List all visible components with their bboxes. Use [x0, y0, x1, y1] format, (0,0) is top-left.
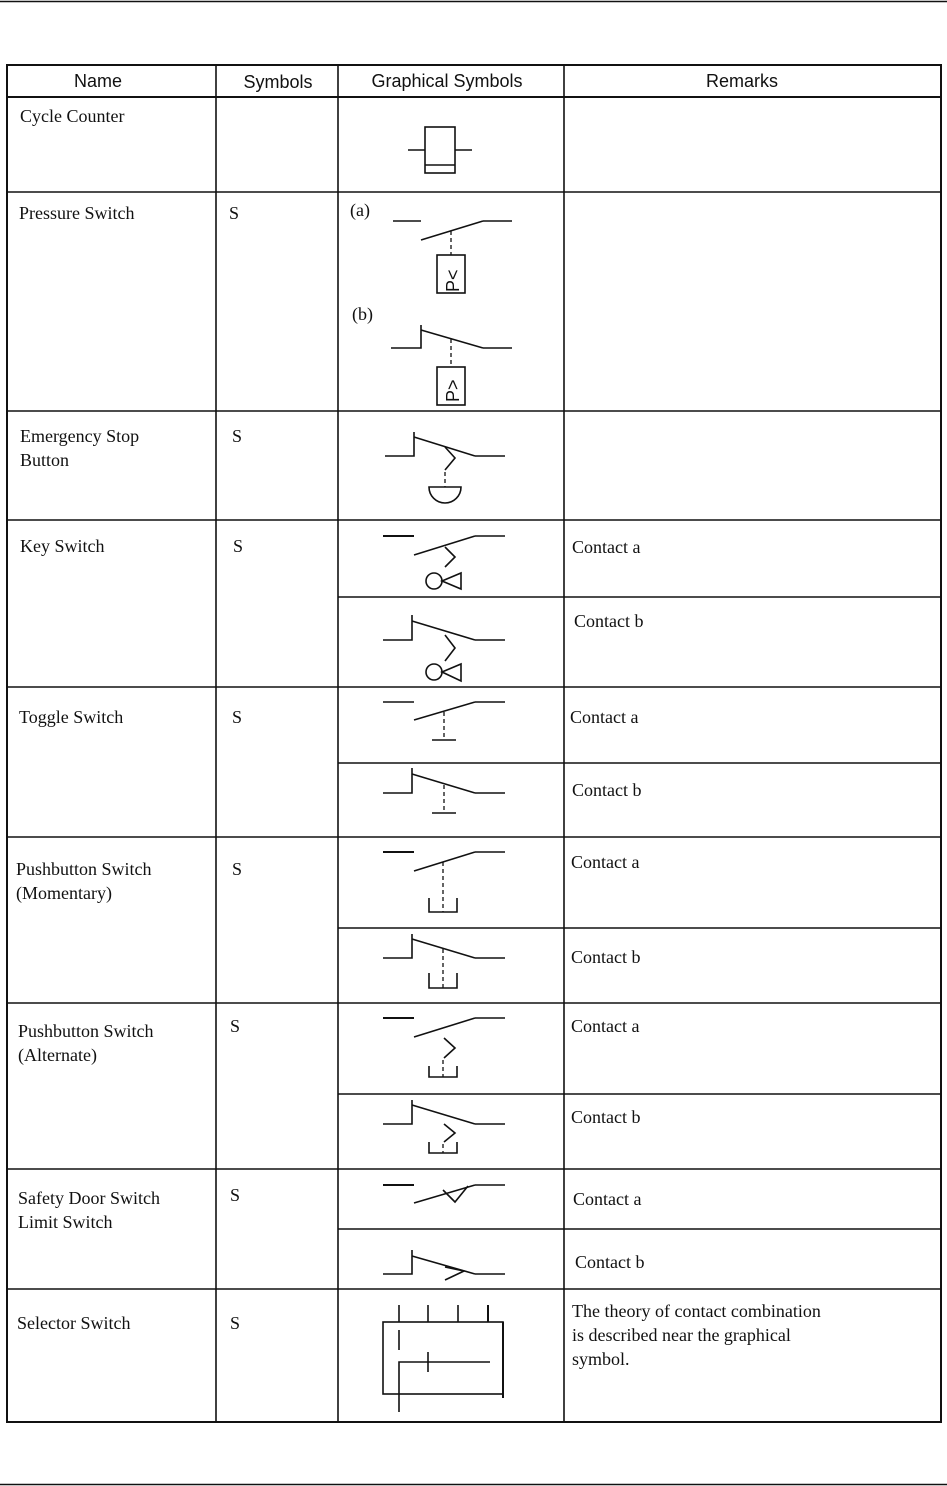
pressure-switch-box-b: P> — [443, 379, 463, 402]
toggle-switch-remark-a: Contact a — [570, 707, 639, 727]
pushbutton-momentary-remark-a: Contact a — [571, 852, 640, 872]
pushbutton-alternate-symbol: S — [230, 1016, 241, 1036]
safety-door-name-line1: Safety Door Switch — [18, 1188, 160, 1208]
toggle-switch-a-symbol — [383, 702, 505, 740]
pushbutton-momentary-name-line2: (Momentary) — [16, 883, 112, 903]
toggle-switch-name: Toggle Switch — [19, 707, 124, 727]
pushbutton-alternate-name-line1: Pushbutton Switch — [18, 1021, 154, 1041]
cycle-counter-symbol — [408, 127, 472, 173]
pushbutton-alternate-name-line2: (Alternate) — [18, 1045, 97, 1065]
emergency-stop-name-line1: Emergency Stop — [20, 426, 140, 446]
header-symbols: Symbols — [243, 72, 313, 92]
key-switch-symbol: S — [233, 536, 244, 556]
pushbutton-momentary-name-line1: Pushbutton Switch — [16, 859, 152, 879]
pushbutton-alternate-b-symbol — [383, 1100, 505, 1153]
table-grid — [7, 65, 941, 1422]
toggle-switch-remark-b: Contact b — [572, 780, 642, 800]
safety-door-b-symbol — [383, 1250, 505, 1280]
selector-switch-remark-line3: symbol. — [572, 1349, 630, 1369]
toggle-switch-b-symbol — [383, 768, 505, 813]
safety-door-name-line2: Limit Switch — [18, 1212, 113, 1232]
selector-switch-symbol-graphic — [383, 1305, 503, 1412]
safety-door-a-symbol — [383, 1185, 505, 1203]
key-switch-name: Key Switch — [20, 536, 105, 556]
pressure-switch-name: Pressure Switch — [19, 203, 135, 223]
pushbutton-alternate-remark-a: Contact a — [571, 1016, 640, 1036]
emergency-stop-name-line2: Button — [20, 450, 70, 470]
selector-switch-name: Selector Switch — [17, 1313, 131, 1333]
pushbutton-momentary-symbol: S — [232, 859, 243, 879]
header-graphical-symbols: Graphical Symbols — [371, 71, 523, 91]
key-switch-remark-a: Contact a — [572, 537, 641, 557]
pressure-switch-label-b: (b) — [352, 304, 373, 324]
header-name: Name — [73, 71, 123, 91]
pushbutton-momentary-remark-b: Contact b — [571, 947, 641, 967]
pushbutton-alternate-remark-b: Contact b — [571, 1107, 641, 1127]
pushbutton-momentary-a-symbol — [383, 852, 505, 912]
header-remarks: Remarks — [705, 71, 779, 91]
pressure-switch-label-a: (a) — [350, 200, 370, 220]
pressure-switch-box-a: P< — [443, 269, 463, 292]
emergency-stop-symbol: S — [232, 426, 243, 446]
pressure-switch-b-symbol — [391, 325, 512, 405]
selector-switch-symbol: S — [230, 1313, 241, 1333]
selector-switch-remark-line2: is described near the graphical — [572, 1325, 791, 1345]
emergency-stop-symbol-graphic — [385, 432, 505, 503]
safety-door-symbol: S — [230, 1185, 241, 1205]
pressure-switch-symbol: S — [229, 203, 240, 223]
selector-switch-remark-line1: The theory of contact combination — [572, 1301, 821, 1321]
key-switch-a-symbol — [383, 536, 505, 589]
toggle-switch-symbol: S — [232, 707, 243, 727]
safety-door-remark-b: Contact b — [575, 1252, 645, 1272]
safety-door-remark-a: Contact a — [573, 1189, 642, 1209]
pushbutton-alternate-a-symbol — [383, 1018, 505, 1077]
key-switch-remark-b: Contact b — [574, 611, 644, 631]
pressure-switch-a-symbol — [393, 221, 512, 293]
key-switch-b-symbol — [383, 615, 505, 681]
pushbutton-momentary-b-symbol — [383, 934, 505, 988]
cycle-counter-name: Cycle Counter — [20, 106, 125, 126]
